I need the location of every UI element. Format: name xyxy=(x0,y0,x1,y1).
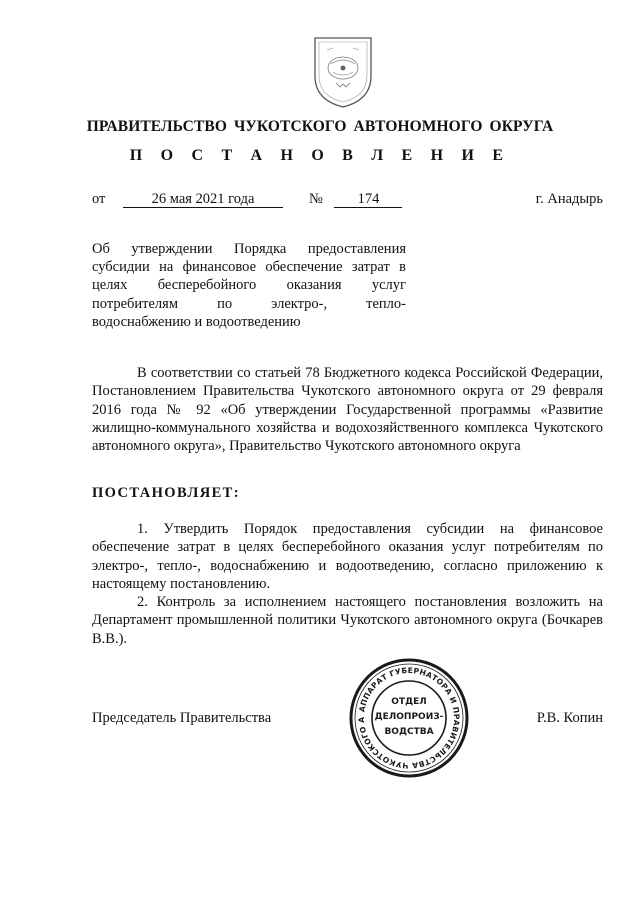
subject-line: потребителям по электро-, тепло- xyxy=(92,295,406,312)
signatory-position: Председатель Правительства xyxy=(92,710,272,726)
resolution-item: 1. Утвердить Порядок предоставления субсидии на финансовое обеспечение затрат в целях бесперебойного оказания услуг потребителям по электро-, тепло-, водоснабжению и водоотведению, согласно приложению к настоящему постановлению. xyxy=(92,521,603,592)
stamp-line: ОТДЕЛ xyxy=(391,697,427,707)
preamble-paragraph: В соответствии со статьей 78 Бюджетного кодекса Российской Федерации, Постановлением Правительства Чукотского автономного округа от 29 февраля 2016 года № 92 «Об утверждении Государственной программы «Развитие жилищно-коммунального хозяйства и водохозяйственного комплекса Чукотского автономного округа», Правительство Чукотского автономного округа xyxy=(92,365,603,455)
resolve-label: ПОСТАНОВЛЯЕТ: xyxy=(92,485,240,501)
resolution-items xyxy=(92,520,603,648)
subject-line: Об утверждении Порядка предоставления xyxy=(92,241,406,257)
stamp-line: ВОДСТВА xyxy=(384,727,434,737)
stamp-ring-text: АППАРАТ ГУБЕРНАТОРА И ПРАВИТЕЛЬСТВА ЧУКОТСКОГО А xyxy=(356,665,462,771)
document-date: 26 мая 2021 года xyxy=(123,191,283,208)
number-field xyxy=(309,190,402,208)
document-subject xyxy=(92,240,406,331)
office-stamp-seal xyxy=(348,657,470,779)
from-label: от xyxy=(92,191,106,207)
number-label: № xyxy=(309,191,323,207)
subject-line: субсидии на финансовое обеспечение затрат в xyxy=(92,259,406,276)
document-number: 174 xyxy=(334,191,402,208)
stamp-line: ДЕЛОПРОИЗ- xyxy=(374,712,444,722)
coat-of-arms-emblem xyxy=(309,30,377,110)
signatory-name: Р.В. Копин xyxy=(536,710,603,726)
document-type-title: П О С Т А Н О В Л Е Н И Е xyxy=(129,147,511,164)
subject-line: целях бесперебойного оказания услуг xyxy=(92,277,406,294)
date-field xyxy=(92,190,283,208)
city: г. Анадырь xyxy=(535,191,603,207)
organization-title: ПРАВИТЕЛЬСТВО ЧУКОТСКОГО АВТОНОМНОГО ОКРУГА xyxy=(86,118,554,135)
resolution-item: 2. Контроль за исполнением настоящего постановления возложить на Департамент промышленной политики Чукотского автономного округа (Бочкарев В.В.). xyxy=(92,594,603,647)
subject-line: водоснабжению и водоотведению xyxy=(92,313,301,330)
